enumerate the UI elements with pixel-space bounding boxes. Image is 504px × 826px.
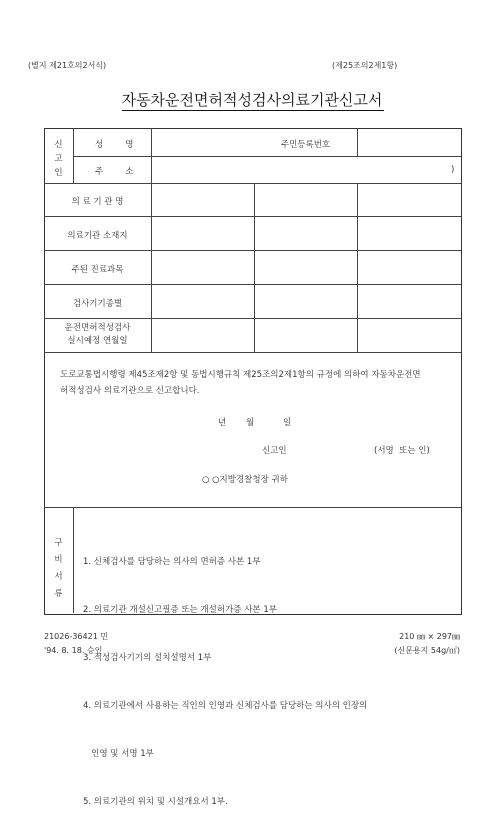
- equipment-type-field[interactable]: [152, 285, 459, 317]
- institution-location-label: 의료기관 소재지: [67, 231, 128, 241]
- exam-schedule-label-line: 운전면허적성검사: [64, 323, 131, 333]
- side-char: 비: [54, 555, 63, 565]
- rrn-field[interactable]: [358, 129, 459, 155]
- equipment-type-label: 검사기기종별: [72, 299, 123, 309]
- institution-location-field[interactable]: [152, 217, 459, 249]
- name-char: 명: [125, 140, 134, 150]
- side-char: 류: [54, 589, 63, 599]
- exam-schedule-field[interactable]: [152, 319, 459, 351]
- form-code: 21026-36421 민: [44, 632, 109, 641]
- attachment-item: 3. 적성검사기기의 설치설명서 1부: [83, 653, 212, 663]
- document-title: 자동차운전면허적성검사의료기관신고서: [121, 91, 383, 109]
- side-char: 인: [54, 168, 63, 178]
- attachment-item: 5. 의료기관의 위치 및 시설개요서 1부.: [83, 797, 228, 807]
- side-char: 고: [54, 154, 63, 164]
- attachments-list: [83, 522, 367, 826]
- title-underline: [122, 110, 384, 111]
- attachment-item: 4. 의료기관에서 사용하는 직인의 인영과 신체검사를 담당하는 의사의 인장의: [83, 701, 368, 711]
- paper-size: 210 ㎜ × 297㎜: [399, 632, 460, 641]
- date-day: 일: [283, 418, 292, 428]
- addr-char: 주: [95, 167, 104, 177]
- attachments-side-label: [44, 535, 73, 603]
- phone-paren: ): [451, 165, 455, 175]
- declaration-line: 허적성검사 의료기관으로 신고합니다.: [60, 386, 200, 396]
- date-month: 월: [246, 418, 255, 428]
- side-char: 구: [54, 538, 63, 548]
- approval-date: '94. 8. 18. 승인: [44, 646, 103, 655]
- date-year: 년: [218, 418, 227, 428]
- name-char: 성: [95, 140, 104, 150]
- form-number: (별지 제21호의2서식): [28, 61, 107, 70]
- institution-name-field[interactable]: [152, 184, 459, 215]
- name-label: [95, 138, 133, 150]
- attachment-item: 1. 신체검사를 담당하는 의사의 면허증 사본 1부: [83, 557, 261, 567]
- reporter-side-label: [44, 138, 73, 180]
- row-divider: [44, 507, 461, 508]
- applicant-label: 신고인: [262, 446, 287, 456]
- address-label: [95, 165, 133, 177]
- institution-name-label: 의 료 기 관 명: [71, 197, 124, 207]
- main-specialty-label: 주된 진료과목: [71, 265, 124, 275]
- side-char: 신: [54, 140, 63, 150]
- declaration-line: 도로교통법시행령 제45조제2항 및 동법시행규칙 제25조의2제1항의 규정에 의하여 자동차운전면: [60, 370, 421, 380]
- side-char: 서: [54, 572, 63, 582]
- col-divider: [73, 128, 74, 183]
- address-field[interactable]: [152, 157, 448, 182]
- row-divider: [44, 352, 461, 353]
- addressee: ○ ○지방경찰청장 귀하: [202, 475, 288, 485]
- signature-note: (서명 또는 인): [374, 446, 430, 456]
- exam-schedule-label: [44, 322, 151, 348]
- col-divider: [73, 507, 74, 613]
- attachment-item: 2. 의료기관 개설신고필증 또는 개설허가증 사본 1부: [83, 605, 277, 615]
- paper-type: (신문용지 54g/㎡): [394, 646, 460, 655]
- exam-schedule-label-line: 실시예정 연월일: [67, 336, 128, 346]
- addr-char: 소: [125, 167, 134, 177]
- rrn-label: 주민등록번호: [280, 140, 331, 150]
- article-reference: (제25조의2제1항): [332, 61, 398, 70]
- main-specialty-field[interactable]: [152, 251, 459, 283]
- attachment-item: 인영 및 서명 1부: [83, 749, 154, 759]
